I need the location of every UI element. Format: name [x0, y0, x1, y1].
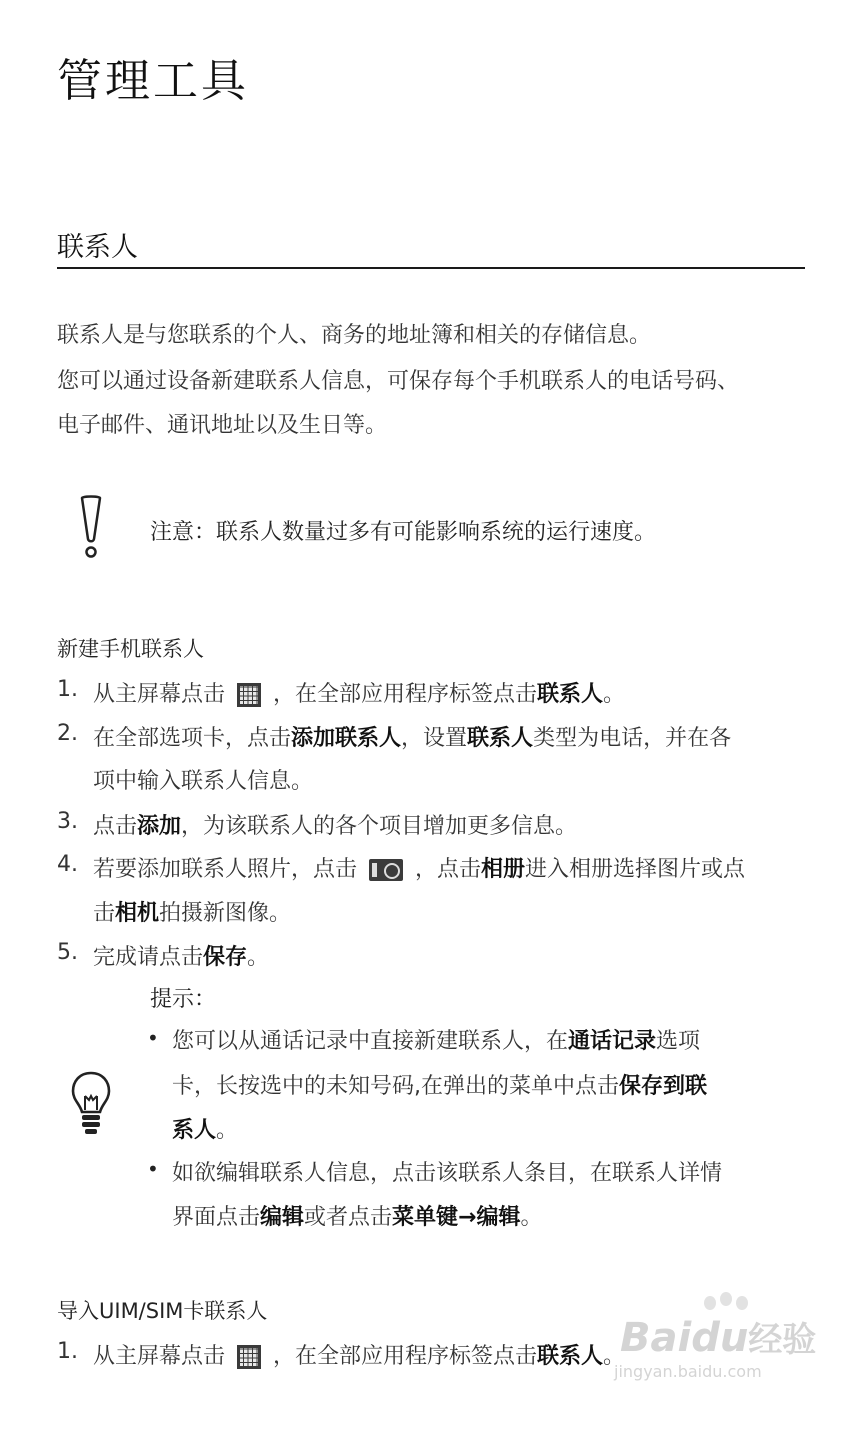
step-2-line-1: [93, 721, 731, 752]
step-text: 拍摄新图像。: [159, 901, 292, 926]
tip-text: 选项: [656, 1029, 701, 1054]
step-5: [93, 940, 269, 971]
step-text: 从主屏幕点击: [93, 682, 226, 707]
step-text: 类型为电话，并在各: [533, 726, 732, 751]
step-text: 从主屏幕点击: [93, 1344, 226, 1369]
step-text: ，点击: [415, 857, 482, 882]
tip-keyword: 菜单键→编辑: [392, 1205, 521, 1230]
new-contact-heading: 新建手机联系人: [57, 637, 204, 661]
step-text: 若要添加联系人照片，点击: [93, 857, 358, 882]
import-heading: 导入UIM/SIM卡联系人: [57, 1299, 268, 1323]
tip-text: 。: [520, 1205, 543, 1230]
section-divider: [57, 267, 805, 269]
tip-keyword: 保存到联: [619, 1074, 708, 1099]
watermark-url: jingyan.baidu.com: [614, 1362, 762, 1381]
tip-keyword: 编辑: [260, 1205, 305, 1230]
tip-keyword: 通话记录: [568, 1029, 657, 1054]
step-text: ，在全部应用程序标签点击: [273, 682, 538, 707]
tip-2-line-2: [172, 1200, 543, 1231]
step-number: 1.: [57, 677, 78, 702]
tip-1-line-2: [172, 1069, 707, 1100]
step-keyword: 相机: [115, 901, 160, 926]
step-text: ，设置: [401, 726, 468, 751]
step-number: 4.: [57, 852, 78, 877]
bullet-dot: •: [147, 1026, 159, 1050]
apps-grid-icon: [237, 1345, 261, 1369]
step-text: 完成请点击: [93, 945, 204, 970]
step-number: 5.: [57, 940, 78, 965]
step-keyword: 保存: [203, 945, 248, 970]
step-4-line-1: [93, 852, 745, 883]
tip-1-line-1: [172, 1024, 700, 1055]
step-number: 1.: [57, 1339, 78, 1364]
import-step-1: [93, 1339, 625, 1370]
tip-text: 卡，长按选中的未知号码,在弹出的菜单中点击: [172, 1074, 619, 1099]
step-keyword: 联系人: [467, 726, 534, 751]
step-keyword: 相册: [481, 857, 526, 882]
step-text: 。: [603, 682, 626, 707]
tip-text: 界面点击: [172, 1205, 261, 1230]
intro-line-3: 电子邮件、通讯地址以及生日等。: [57, 413, 388, 438]
lightbulb-icon: [70, 1070, 112, 1136]
tip-text: 您可以从通话记录中直接新建联系人，在: [172, 1029, 569, 1054]
exclamation-icon: [78, 495, 104, 561]
logo-text: Bai: [620, 1315, 692, 1361]
step-number: 2.: [57, 721, 78, 746]
step-text: 击: [93, 901, 116, 926]
tip-1-line-3: [172, 1113, 238, 1144]
bullet-dot: •: [147, 1157, 159, 1181]
step-text: 进入相册选择图片或点: [525, 857, 746, 882]
step-1: [93, 677, 625, 708]
intro-line-1: 联系人是与您联系的个人、商务的地址簿和相关的存储信息。: [57, 323, 652, 348]
page-title: 管理工具: [57, 54, 250, 107]
step-text: ，在全部应用程序标签点击: [273, 1344, 538, 1369]
note-text: 注意：联系人数量过多有可能影响系统的运行速度。: [150, 520, 657, 545]
camera-icon: [369, 859, 403, 881]
tip-keyword: 系人: [172, 1118, 217, 1143]
step-text: 。: [247, 945, 270, 970]
step-text: 点击: [93, 814, 138, 839]
step-keyword: 联系人: [537, 682, 604, 707]
step-text: 在全部选项卡，点击: [93, 726, 292, 751]
tip-text: 。: [216, 1118, 239, 1143]
baidu-logo: [620, 1312, 816, 1361]
step-4-line-2: [93, 896, 291, 927]
baidu-watermark: [614, 1300, 817, 1390]
intro-line-2: 您可以通过设备新建联系人信息，可保存每个手机联系人的电话号码、: [57, 369, 740, 394]
step-text: ，为该联系人的各个项目增加更多信息。: [181, 814, 578, 839]
step-3: [93, 809, 577, 840]
tip-text: 或者点击: [304, 1205, 393, 1230]
tip-2-line-1: 如欲编辑联系人信息，点击该联系人条目，在联系人详情: [172, 1161, 723, 1186]
apps-grid-icon: [237, 683, 261, 707]
step-text: 。: [603, 1344, 626, 1369]
logo-text: du: [691, 1315, 749, 1361]
step-keyword: 添加: [137, 814, 182, 839]
section-title: 联系人: [57, 232, 138, 263]
tip-label: 提示：: [150, 987, 217, 1012]
step-2-line-2: 项中输入联系人信息。: [93, 769, 314, 794]
step-keyword: 联系人: [537, 1344, 604, 1369]
step-number: 3.: [57, 809, 78, 834]
step-keyword: 添加联系人: [291, 726, 402, 751]
logo-text: 经验: [748, 1320, 817, 1360]
